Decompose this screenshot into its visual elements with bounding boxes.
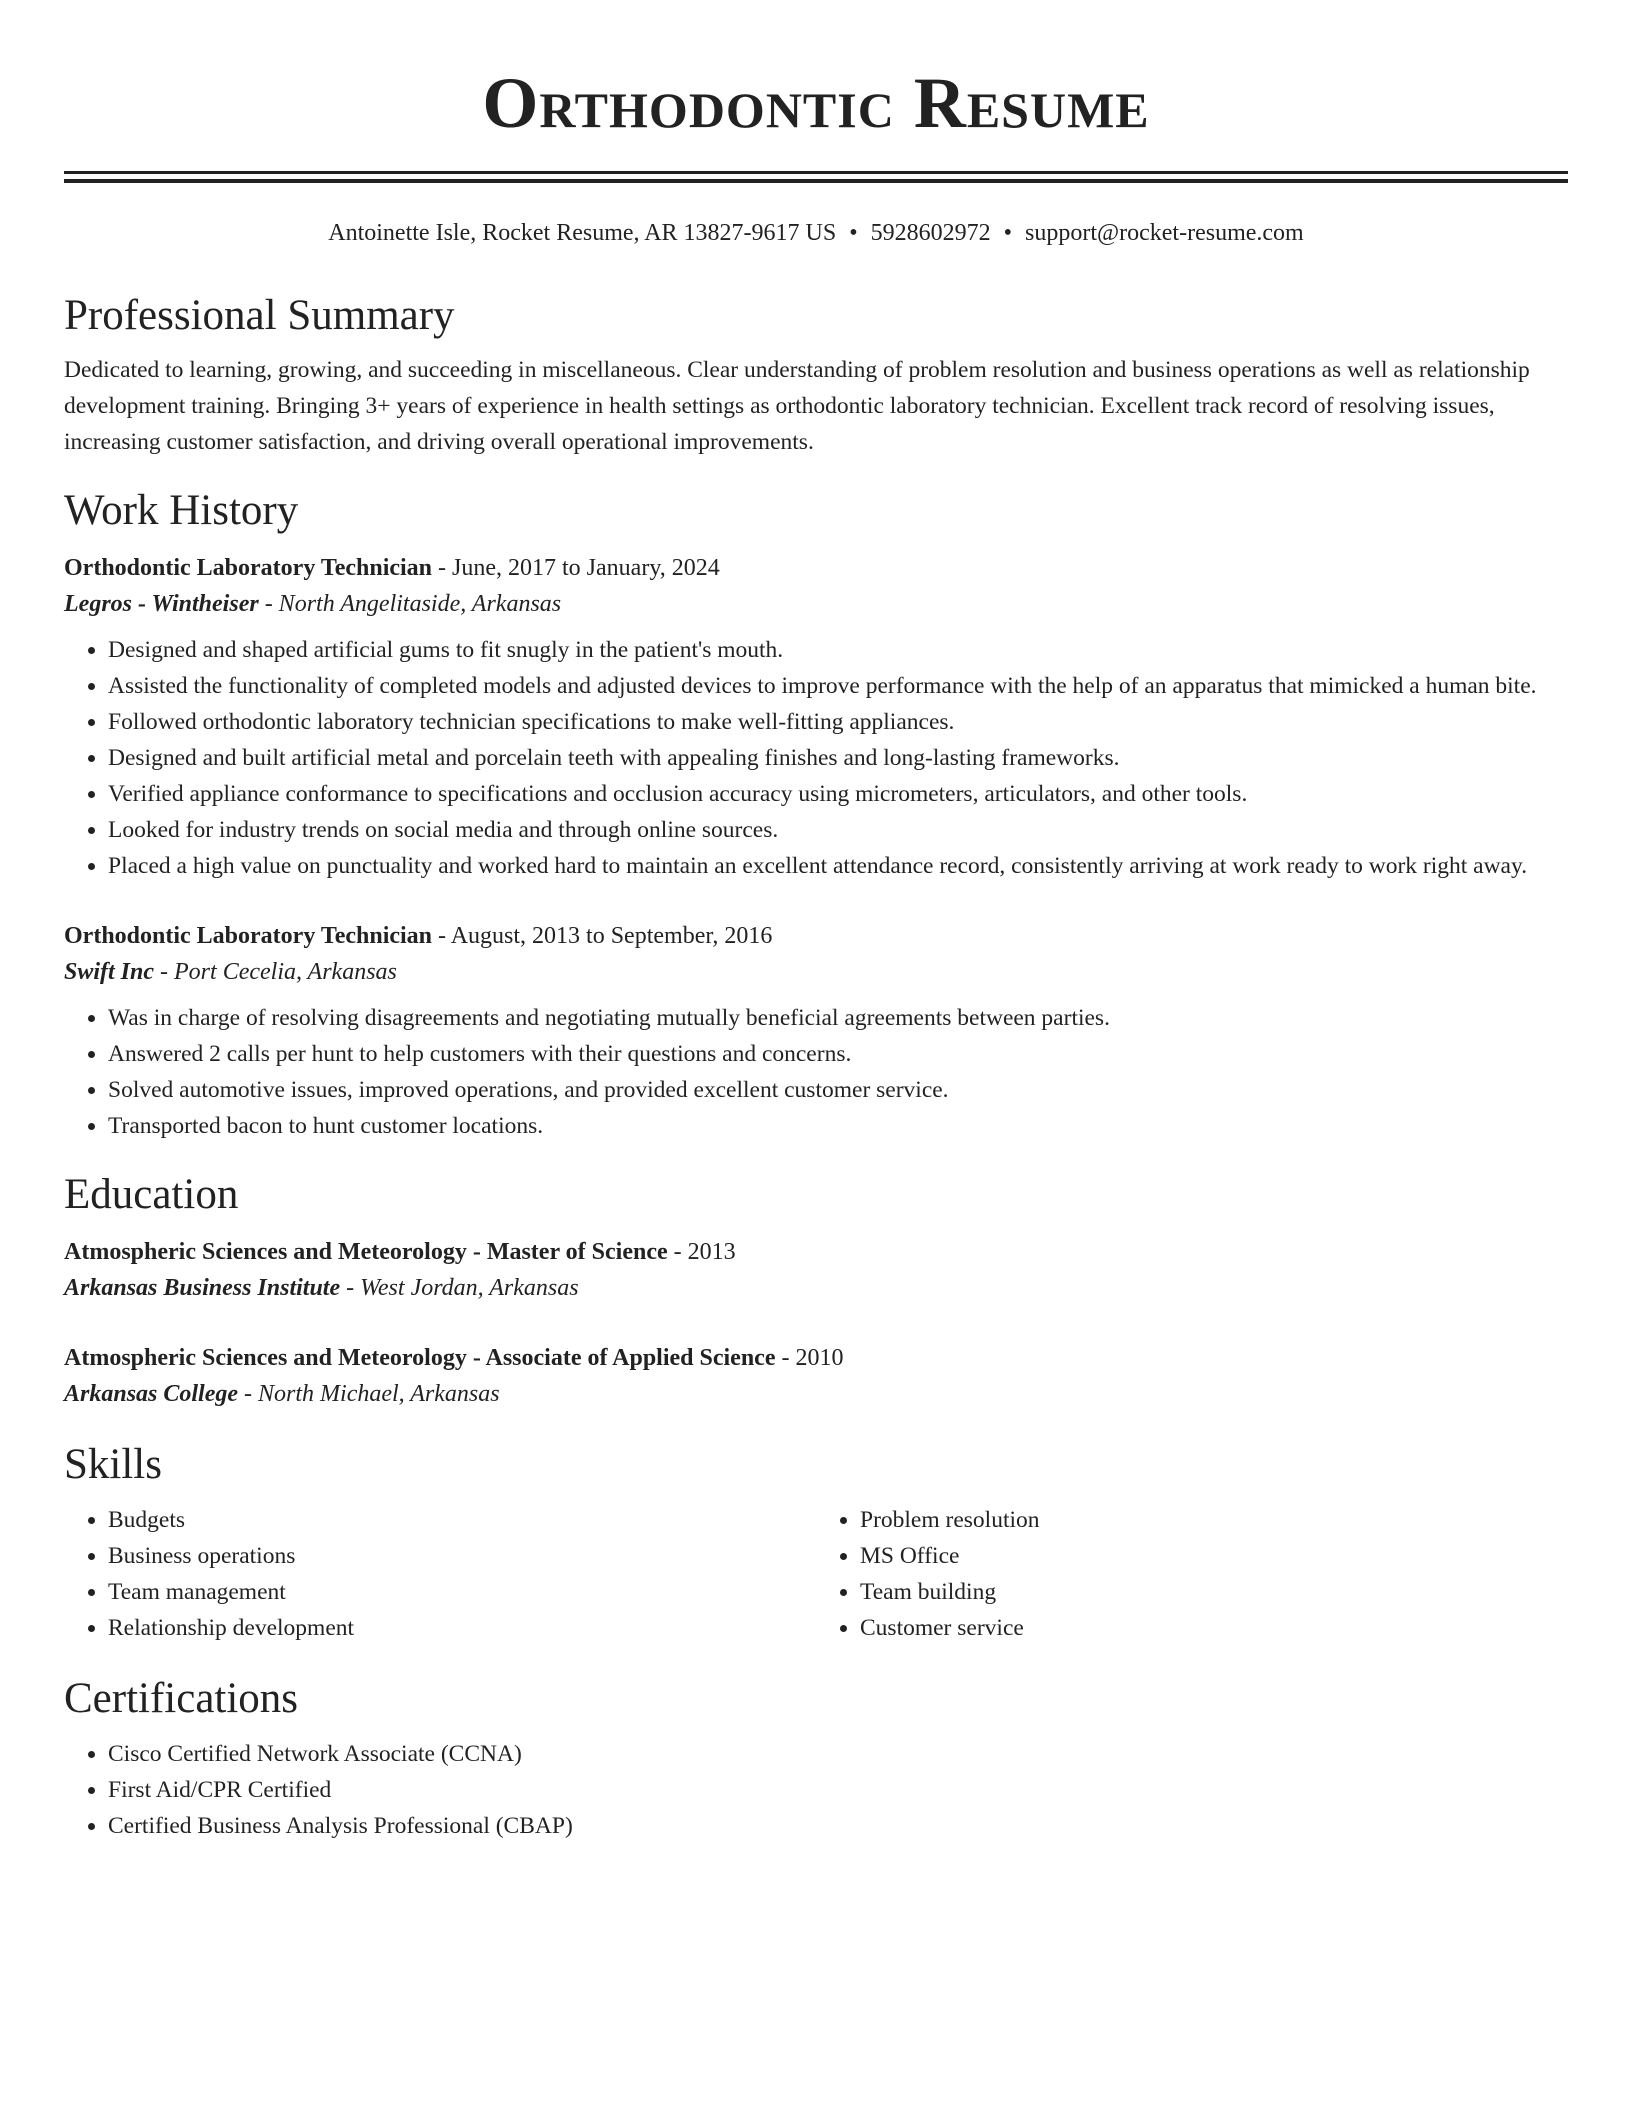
job-company: Legros - Wintheiser: [64, 591, 259, 617]
skill-item: • Team building: [860, 1574, 1568, 1610]
job-dates: - June, 2017 to January, 2024: [432, 555, 720, 581]
summary-heading: Professional Summary: [64, 292, 455, 339]
job-bullets: [64, 1000, 1568, 1144]
education-degree-line: [64, 1340, 1568, 1376]
job-company-line: [64, 586, 1568, 622]
job-title: Orthodontic Laboratory Technician: [64, 555, 433, 581]
job-bullet: • Answered 2 calls per hunt to help customers with their questions and concerns.: [108, 1036, 1568, 1072]
job-bullet: • Was in charge of resolving disagreements and negotiating mutually beneficial agreements between parties.: [108, 1000, 1568, 1036]
work-history-heading: Work History: [64, 487, 299, 534]
job-entry: [64, 918, 1568, 1144]
certification-item: • Cisco Certified Network Associate (CCNA): [108, 1736, 1568, 1772]
job-bullet: • Verified appliance conformance to specifications and occlusion accuracy using micrometers, articulators, and other tools.: [108, 776, 1568, 812]
job-bullets: [64, 632, 1568, 884]
education-year: - 2010: [775, 1345, 844, 1371]
job-bullet: • Assisted the functionality of completed models and adjusted devices to improve performance with the help of an apparatus that mimicked a human bite.: [108, 668, 1568, 704]
education-school-line: [64, 1270, 1568, 1306]
contact-line: [64, 217, 1568, 249]
divider-line-thin: [64, 171, 1568, 174]
skill-item: • Customer service: [860, 1610, 1568, 1646]
education-degree: Atmospheric Sciences and Meteorology - Associate of Applied Science: [64, 1345, 776, 1371]
skills-column-left: [64, 1502, 816, 1646]
contact-address: Antoinette Isle, Rocket Resume, AR 13827-9617 US: [328, 220, 837, 246]
job-title-line: [64, 918, 1568, 954]
certifications-heading: Certifications: [64, 1675, 299, 1722]
summary-text: Dedicated to learning, growing, and succeeding in miscellaneous. Clear understanding of problem resolution and business operations as well as relationship development training. Bringing 3+ years of experience in health settings as orthodontic laboratory technician. Excellent track record of resolving issues, increasing customer satisfaction, and driving overall operational improvements.: [64, 357, 1530, 455]
skill-item: • Budgets: [108, 1502, 816, 1538]
job-bullet: • Designed and built artificial metal and porcelain teeth with appealing finishes and long-lasting frameworks.: [108, 740, 1568, 776]
skills-heading: Skills: [64, 1441, 162, 1488]
job-title-line: [64, 550, 1568, 586]
title-divider: [64, 171, 1568, 183]
job-bullet: • Transported bacon to hunt customer locations.: [108, 1108, 1568, 1144]
job-bullet: • Placed a high value on punctuality and worked hard to maintain an excellent attendance record, consistently arriving at work ready to work right away.: [108, 848, 1568, 884]
job-bullet: • Designed and shaped artificial gums to fit snugly in the patient's mouth.: [108, 632, 1568, 668]
resume-title: Orthodontic Resume: [482, 63, 1150, 143]
job-dates: - August, 2013 to September, 2016: [432, 923, 773, 949]
contact-separator: •: [849, 220, 858, 246]
education-degree-line: [64, 1234, 1568, 1270]
job-company-line: [64, 954, 1568, 990]
education-entry: [64, 1340, 1568, 1412]
job-company: Swift Inc: [64, 959, 155, 985]
skills-grid: [64, 1502, 1568, 1646]
job-bullet: • Followed orthodontic laboratory technician specifications to make well-fitting appliances.: [108, 704, 1568, 740]
skill-item: • Business operations: [108, 1538, 816, 1574]
education-school: Arkansas College: [64, 1381, 239, 1407]
job-entry: [64, 550, 1568, 884]
job-title: Orthodontic Laboratory Technician: [64, 923, 433, 949]
education-heading: Education: [64, 1171, 239, 1218]
job-bullet: • Looked for industry trends on social media and through online sources.: [108, 812, 1568, 848]
education-degree: Atmospheric Sciences and Meteorology - Master of Science: [64, 1239, 668, 1265]
skills-column-right: [816, 1502, 1568, 1646]
education-entry: [64, 1234, 1568, 1306]
skill-item: • MS Office: [860, 1538, 1568, 1574]
education-location: - West Jordan, Arkansas: [340, 1275, 579, 1301]
job-location: - North Angelitaside, Arkansas: [258, 591, 562, 617]
skill-item: • Team management: [108, 1574, 816, 1610]
contact-email: support@rocket-resume.com: [1025, 220, 1304, 246]
education-location: - North Michael, Arkansas: [238, 1381, 500, 1407]
education-school: Arkansas Business Institute: [64, 1275, 341, 1301]
contact-phone: 5928602972: [870, 220, 991, 246]
education-school-line: [64, 1376, 1568, 1412]
certification-item: • First Aid/CPR Certified: [108, 1772, 1568, 1808]
education-year: - 2013: [667, 1239, 736, 1265]
certification-item: • Certified Business Analysis Professional (CBAP): [108, 1808, 1568, 1844]
skill-item: • Problem resolution: [860, 1502, 1568, 1538]
skill-item: • Relationship development: [108, 1610, 816, 1646]
certifications-list: [64, 1736, 1568, 1844]
divider-line-thick: [64, 179, 1568, 183]
contact-separator: •: [1003, 220, 1013, 246]
job-location: - Port Cecelia, Arkansas: [154, 959, 397, 985]
job-bullet: • Solved automotive issues, improved operations, and provided excellent customer service.: [108, 1072, 1568, 1108]
